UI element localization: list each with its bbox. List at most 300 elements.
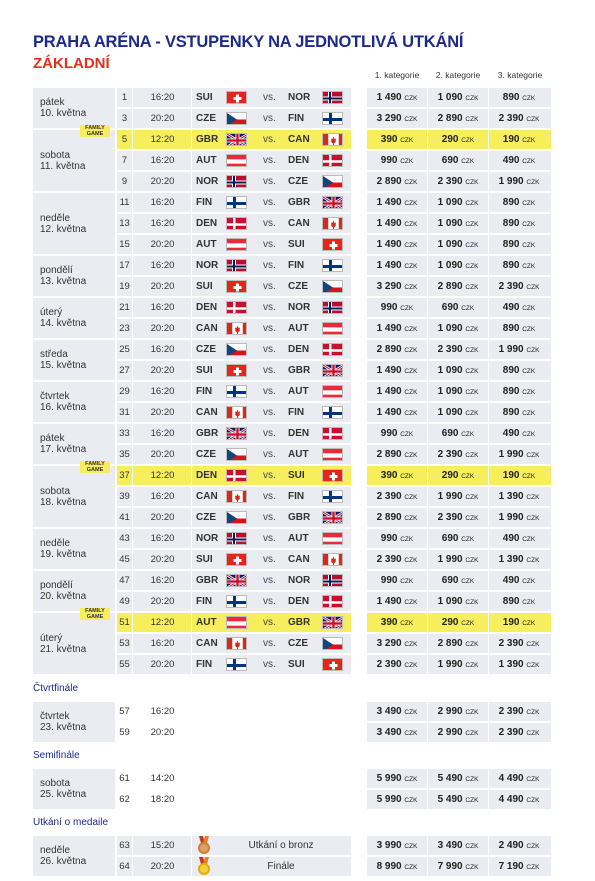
currency-label: CZK bbox=[522, 305, 536, 312]
currency-label: CZK bbox=[404, 116, 418, 123]
home-team: SUI bbox=[196, 92, 213, 103]
price-cat-3 bbox=[489, 340, 549, 359]
home-team: FIN bbox=[196, 596, 213, 607]
column-divider bbox=[488, 193, 489, 212]
column-divider bbox=[488, 340, 489, 359]
currency-label: CZK bbox=[400, 305, 414, 312]
price-cat-2 bbox=[428, 790, 488, 809]
away-team: GBR bbox=[288, 197, 311, 208]
category-3-header: 3. kategorie bbox=[497, 70, 543, 80]
column-divider bbox=[191, 550, 192, 569]
day-label bbox=[40, 150, 85, 172]
column-divider bbox=[132, 214, 133, 233]
column-divider bbox=[132, 382, 133, 401]
price-row bbox=[367, 298, 551, 317]
column-divider bbox=[427, 769, 428, 788]
price-cat-2 bbox=[428, 508, 488, 527]
away-team: NOR bbox=[288, 92, 311, 103]
price-cat-1 bbox=[367, 403, 427, 422]
price-cat-2 bbox=[428, 277, 488, 296]
canada-flag-icon bbox=[226, 322, 247, 335]
column-divider bbox=[427, 340, 428, 359]
match-time: 20:20 bbox=[150, 176, 175, 187]
price-cat-3 bbox=[489, 487, 549, 506]
currency-label: CZK bbox=[400, 431, 414, 438]
game-word: GAME bbox=[86, 467, 104, 473]
versus-label: vs. bbox=[263, 344, 276, 355]
match-row bbox=[117, 235, 351, 254]
day-label bbox=[40, 307, 86, 329]
price-cat-2 bbox=[428, 613, 488, 632]
currency-label: CZK bbox=[404, 843, 418, 850]
match-row bbox=[117, 151, 351, 170]
column-divider bbox=[132, 277, 133, 296]
match-time: 20:20 bbox=[150, 323, 175, 334]
currency-label: CZK bbox=[522, 326, 536, 333]
away-team: SUI bbox=[288, 659, 305, 670]
match-row bbox=[117, 508, 351, 527]
price-value: 2 890 bbox=[376, 176, 402, 187]
family-word: FAMILY bbox=[85, 125, 105, 131]
column-divider bbox=[427, 445, 428, 464]
column-divider bbox=[132, 424, 133, 443]
price-cat-2 bbox=[428, 214, 488, 233]
denmark-flag-icon bbox=[226, 301, 247, 314]
column-divider bbox=[427, 466, 428, 485]
column-divider bbox=[427, 109, 428, 128]
currency-label: CZK bbox=[461, 305, 475, 312]
price-cat-3 bbox=[489, 193, 549, 212]
home-team: CAN bbox=[196, 407, 218, 418]
uk-flag-icon bbox=[322, 364, 343, 377]
price-value: 1 990 bbox=[498, 449, 524, 460]
price-cat-3 bbox=[489, 445, 549, 464]
home-team: NOR bbox=[196, 260, 219, 271]
column-divider bbox=[191, 340, 192, 359]
currency-label: CZK bbox=[465, 557, 479, 564]
currency-label: CZK bbox=[404, 95, 418, 102]
price-row bbox=[367, 88, 551, 107]
home-team: AUT bbox=[196, 617, 217, 628]
match-time: 20:20 bbox=[150, 554, 175, 565]
price-value: 2 890 bbox=[376, 512, 402, 523]
column-divider bbox=[427, 88, 428, 107]
currency-label: CZK bbox=[400, 137, 414, 144]
column-divider bbox=[132, 298, 133, 317]
price-cat-1 bbox=[367, 723, 427, 742]
column-divider bbox=[488, 214, 489, 233]
versus-label: vs. bbox=[263, 92, 276, 103]
currency-label: CZK bbox=[522, 158, 536, 165]
versus-label: vs. bbox=[263, 491, 276, 502]
match-row bbox=[117, 769, 191, 788]
price-row bbox=[367, 790, 551, 809]
match-row bbox=[117, 723, 191, 742]
versus-label: vs. bbox=[263, 365, 276, 376]
price-cat-3 bbox=[489, 857, 549, 876]
price-cat-3 bbox=[489, 769, 549, 788]
price-cat-2 bbox=[428, 550, 488, 569]
price-cat-3 bbox=[489, 723, 549, 742]
price-value: 1 490 bbox=[376, 365, 402, 376]
currency-label: CZK bbox=[404, 389, 418, 396]
price-cat-3 bbox=[489, 88, 549, 107]
price-value: 2 890 bbox=[437, 638, 463, 649]
currency-label: CZK bbox=[522, 620, 536, 627]
price-value: 2 390 bbox=[498, 113, 524, 124]
home-team: CZE bbox=[196, 113, 216, 124]
price-value: 1 090 bbox=[437, 260, 463, 271]
column-divider bbox=[132, 172, 133, 191]
day-label bbox=[40, 349, 86, 371]
denmark-flag-icon bbox=[322, 595, 343, 608]
home-team: GBR bbox=[196, 428, 219, 439]
currency-label: CZK bbox=[465, 709, 479, 716]
match-row bbox=[117, 319, 351, 338]
column-divider bbox=[427, 298, 428, 317]
column-divider bbox=[132, 790, 133, 809]
price-cat-1 bbox=[367, 193, 427, 212]
price-cat-3 bbox=[489, 424, 549, 443]
currency-label: CZK bbox=[404, 242, 418, 249]
day-label bbox=[40, 265, 86, 287]
price-row bbox=[367, 529, 551, 548]
versus-label: vs. bbox=[263, 659, 276, 670]
currency-label: CZK bbox=[404, 557, 418, 564]
column-divider bbox=[488, 298, 489, 317]
price-cat-2 bbox=[428, 193, 488, 212]
price-value: 990 bbox=[380, 302, 398, 313]
price-value: 890 bbox=[502, 239, 520, 250]
match-time: 20:20 bbox=[150, 365, 175, 376]
away-team: NOR bbox=[288, 302, 311, 313]
versus-label: vs. bbox=[263, 617, 276, 628]
currency-label: CZK bbox=[526, 797, 540, 804]
day-label bbox=[40, 778, 86, 800]
price-cat-2 bbox=[428, 592, 488, 611]
column-divider bbox=[191, 487, 192, 506]
column-divider bbox=[488, 655, 489, 674]
norway-flag-icon bbox=[226, 259, 247, 272]
match-time: 15:20 bbox=[150, 840, 175, 851]
day-name: sobota bbox=[40, 149, 71, 161]
column-divider bbox=[191, 130, 192, 149]
day-date: 12. května bbox=[40, 223, 87, 235]
match-time: 12:20 bbox=[150, 617, 175, 628]
austria-flag-icon bbox=[322, 448, 343, 461]
price-row bbox=[367, 836, 551, 855]
currency-label: CZK bbox=[526, 730, 540, 737]
column-divider bbox=[488, 151, 489, 170]
uk-flag-icon bbox=[322, 511, 343, 524]
column-divider bbox=[132, 130, 133, 149]
price-cat-1 bbox=[367, 109, 427, 128]
column-divider bbox=[132, 529, 133, 548]
column-divider bbox=[488, 172, 489, 191]
column-divider bbox=[191, 424, 192, 443]
column-divider bbox=[427, 655, 428, 674]
price-row bbox=[367, 340, 551, 359]
currency-label: CZK bbox=[465, 263, 479, 270]
column-divider bbox=[132, 550, 133, 569]
currency-label: CZK bbox=[465, 776, 479, 783]
day-date: 13. května bbox=[40, 276, 87, 287]
austria-flag-icon bbox=[322, 322, 343, 335]
match-number: 27 bbox=[119, 365, 130, 376]
page-title: PRAHA ARÉNA - VSTUPENKY NA JEDNOTLIVÁ UTKÁNÍ bbox=[33, 33, 464, 51]
versus-label: vs. bbox=[263, 554, 276, 565]
home-team: NOR bbox=[196, 533, 219, 544]
price-cat-3 bbox=[489, 655, 549, 674]
match-row bbox=[117, 529, 351, 548]
day-label-cell bbox=[33, 88, 115, 128]
column-divider bbox=[191, 277, 192, 296]
price-value: 890 bbox=[502, 407, 520, 418]
match-number: 9 bbox=[121, 176, 128, 187]
price-cat-2 bbox=[428, 361, 488, 380]
currency-label: CZK bbox=[461, 578, 475, 585]
price-row bbox=[367, 723, 551, 742]
versus-label: vs. bbox=[263, 218, 276, 229]
column-divider bbox=[132, 857, 133, 876]
price-cat-3 bbox=[489, 256, 549, 275]
price-value: 490 bbox=[502, 575, 520, 586]
price-cat-3 bbox=[489, 529, 549, 548]
match-time: 12:20 bbox=[150, 134, 175, 145]
price-row bbox=[367, 550, 551, 569]
match-time: 20:20 bbox=[150, 596, 175, 607]
price-value: 290 bbox=[441, 470, 459, 481]
price-cat-2 bbox=[428, 109, 488, 128]
denmark-flag-icon bbox=[322, 427, 343, 440]
price-value: 1 490 bbox=[376, 386, 402, 397]
match-row bbox=[117, 172, 351, 191]
finland-flag-icon bbox=[322, 112, 343, 125]
day-name: neděle bbox=[40, 538, 71, 549]
currency-label: CZK bbox=[404, 494, 418, 501]
versus-label: vs. bbox=[263, 428, 276, 439]
currency-label: CZK bbox=[465, 389, 479, 396]
day-date: 25. května bbox=[40, 789, 87, 800]
currency-label: CZK bbox=[461, 158, 475, 165]
column-divider bbox=[132, 487, 133, 506]
match-time: 16:20 bbox=[150, 302, 175, 313]
column-divider bbox=[132, 340, 133, 359]
versus-label: vs. bbox=[263, 638, 276, 649]
versus-label: vs. bbox=[263, 239, 276, 250]
column-divider bbox=[427, 529, 428, 548]
away-team: CAN bbox=[288, 218, 310, 229]
price-value: 890 bbox=[502, 218, 520, 229]
canada-flag-icon bbox=[226, 490, 247, 503]
match-number: 51 bbox=[119, 617, 130, 628]
price-row bbox=[367, 256, 551, 275]
match-row bbox=[117, 109, 351, 128]
price-value: 1 990 bbox=[498, 176, 524, 187]
column-divider bbox=[427, 151, 428, 170]
price-cat-3 bbox=[489, 361, 549, 380]
match-number: 53 bbox=[119, 638, 130, 649]
column-divider bbox=[191, 592, 192, 611]
column-divider bbox=[427, 487, 428, 506]
home-team: DEN bbox=[196, 302, 218, 313]
home-team: SUI bbox=[196, 281, 213, 292]
currency-label: CZK bbox=[404, 410, 418, 417]
stage-title: Čtvrtfinále bbox=[33, 683, 79, 694]
price-value: 7 190 bbox=[498, 861, 524, 872]
currency-label: CZK bbox=[404, 347, 418, 354]
price-value: 1 090 bbox=[437, 239, 463, 250]
column-divider bbox=[427, 857, 428, 876]
price-cat-1 bbox=[367, 298, 427, 317]
currency-label: CZK bbox=[404, 776, 418, 783]
currency-label: CZK bbox=[522, 200, 536, 207]
currency-label: CZK bbox=[465, 200, 479, 207]
day-label-cell bbox=[33, 193, 115, 254]
currency-label: CZK bbox=[526, 494, 540, 501]
match-time: 16:20 bbox=[150, 638, 175, 649]
price-cat-1 bbox=[367, 508, 427, 527]
day-label bbox=[40, 580, 86, 602]
price-cat-3 bbox=[489, 277, 549, 296]
price-cat-3 bbox=[489, 382, 549, 401]
column-divider bbox=[427, 319, 428, 338]
match-number: 45 bbox=[119, 554, 130, 565]
price-row bbox=[367, 172, 551, 191]
currency-label: CZK bbox=[522, 389, 536, 396]
away-team: SUI bbox=[288, 239, 305, 250]
match-row bbox=[117, 382, 351, 401]
price-value: 1 490 bbox=[376, 407, 402, 418]
column-divider bbox=[427, 613, 428, 632]
czech-flag-icon bbox=[322, 280, 343, 293]
match-time: 16:20 bbox=[150, 155, 175, 166]
currency-label: CZK bbox=[526, 641, 540, 648]
currency-label: CZK bbox=[465, 662, 479, 669]
away-team: SUI bbox=[288, 470, 305, 481]
price-value: 2 390 bbox=[376, 554, 402, 565]
price-value: 2 390 bbox=[376, 491, 402, 502]
price-value: 5 490 bbox=[437, 794, 463, 805]
price-cat-3 bbox=[489, 571, 549, 590]
currency-label: CZK bbox=[404, 864, 418, 871]
match-row bbox=[117, 445, 351, 464]
austria-flag-icon bbox=[322, 532, 343, 545]
currency-label: CZK bbox=[522, 242, 536, 249]
day-name: neděle bbox=[40, 212, 71, 224]
price-value: 1 990 bbox=[437, 491, 463, 502]
price-row bbox=[367, 655, 551, 674]
match-time: 16:20 bbox=[150, 218, 175, 229]
column-divider bbox=[488, 319, 489, 338]
currency-label: CZK bbox=[461, 620, 475, 627]
currency-label: CZK bbox=[526, 776, 540, 783]
norway-flag-icon bbox=[322, 91, 343, 104]
day-name: pátek bbox=[40, 97, 65, 108]
match-time: 16:20 bbox=[150, 344, 175, 355]
price-row bbox=[367, 403, 551, 422]
price-cat-3 bbox=[489, 790, 549, 809]
price-cat-1 bbox=[367, 130, 427, 149]
away-team: CZE bbox=[288, 638, 308, 649]
price-cat-2 bbox=[428, 130, 488, 149]
day-label bbox=[40, 633, 86, 655]
match-number: 21 bbox=[119, 302, 130, 313]
column-divider bbox=[132, 319, 133, 338]
price-cat-3 bbox=[489, 319, 549, 338]
finland-flag-icon bbox=[322, 259, 343, 272]
day-label-cell bbox=[33, 256, 115, 296]
away-team: GBR bbox=[288, 617, 311, 628]
match-number: 55 bbox=[119, 659, 130, 670]
currency-label: CZK bbox=[522, 263, 536, 270]
price-row bbox=[367, 277, 551, 296]
price-cat-2 bbox=[428, 769, 488, 788]
price-cat-2 bbox=[428, 466, 488, 485]
currency-label: CZK bbox=[526, 179, 540, 186]
column-divider bbox=[191, 857, 192, 876]
currency-label: CZK bbox=[465, 730, 479, 737]
match-number: 25 bbox=[119, 344, 130, 355]
currency-label: CZK bbox=[404, 662, 418, 669]
day-label-cell bbox=[33, 613, 115, 674]
column-divider bbox=[427, 256, 428, 275]
currency-label: CZK bbox=[404, 368, 418, 375]
match-time: 16:20 bbox=[150, 92, 175, 103]
price-cat-1 bbox=[367, 382, 427, 401]
czech-flag-icon bbox=[322, 175, 343, 188]
day-date: 26. května bbox=[40, 856, 87, 867]
price-cat-2 bbox=[428, 529, 488, 548]
currency-label: CZK bbox=[404, 200, 418, 207]
price-value: 190 bbox=[502, 134, 520, 145]
price-value: 890 bbox=[502, 197, 520, 208]
home-team: CAN bbox=[196, 638, 218, 649]
match-number: 57 bbox=[119, 706, 130, 717]
finland-flag-icon bbox=[226, 595, 247, 608]
match-time: 20:20 bbox=[150, 659, 175, 670]
away-team: AUT bbox=[288, 323, 309, 334]
column-divider bbox=[191, 634, 192, 653]
section-subtitle: ZÁKLADNÍ bbox=[33, 55, 110, 72]
switzerland-flag-icon bbox=[322, 238, 343, 251]
match-number: 47 bbox=[119, 575, 130, 586]
price-cat-2 bbox=[428, 403, 488, 422]
czech-flag-icon bbox=[226, 511, 247, 524]
away-team: AUT bbox=[288, 449, 309, 460]
day-date: 17. května bbox=[40, 444, 87, 455]
home-team: GBR bbox=[196, 575, 219, 586]
column-divider bbox=[427, 214, 428, 233]
price-cat-3 bbox=[489, 592, 549, 611]
home-team: SUI bbox=[196, 365, 213, 376]
czech-flag-icon bbox=[226, 112, 247, 125]
match-time: 20:20 bbox=[150, 239, 175, 250]
column-divider bbox=[191, 769, 192, 788]
column-divider bbox=[488, 592, 489, 611]
home-team: SUI bbox=[196, 554, 213, 565]
currency-label: CZK bbox=[465, 843, 479, 850]
currency-label: CZK bbox=[465, 284, 479, 291]
price-value: 990 bbox=[380, 575, 398, 586]
currency-label: CZK bbox=[465, 599, 479, 606]
price-cat-2 bbox=[428, 655, 488, 674]
column-divider bbox=[132, 256, 133, 275]
price-cat-1 bbox=[367, 836, 427, 855]
currency-label: CZK bbox=[526, 709, 540, 716]
price-cat-2 bbox=[428, 445, 488, 464]
column-divider bbox=[132, 634, 133, 653]
